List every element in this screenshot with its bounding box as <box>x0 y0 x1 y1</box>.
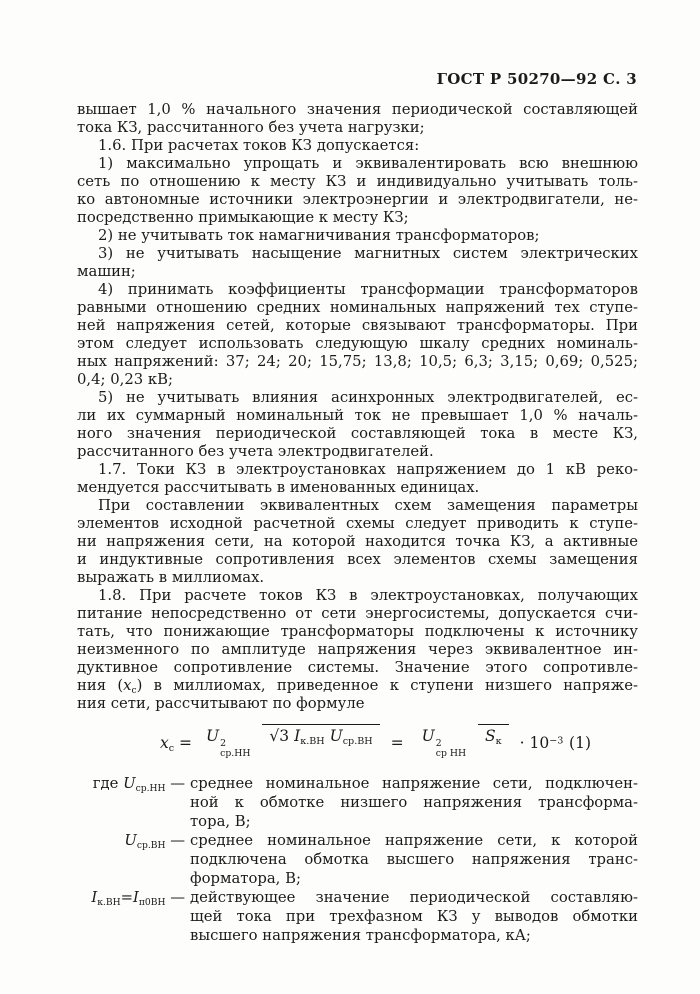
definition-text-line: действующее значение периодической составляю- <box>190 889 638 906</box>
definition-symbol: $I_{к.ВН}=I_{п0ВН}$ — <box>91 889 185 908</box>
formula-equals-sign: = <box>390 734 404 752</box>
text-line: посредственно примыкающие к месту КЗ; <box>77 209 409 226</box>
text-line: дуктивное сопротивление системы. Значение этого сопротивле- <box>77 659 638 676</box>
definition-text-line: форматора, В; <box>190 870 301 887</box>
text-line: тать, что понижающие трансформаторы подключены к источнику <box>77 623 638 640</box>
definition-row <box>63 888 638 945</box>
definition-description <box>190 831 638 888</box>
text-line: элементов исходной расчетной схемы следует приводить к ступе- <box>77 515 638 532</box>
text-line: тока КЗ, рассчитанного без учета нагрузки; <box>77 119 425 136</box>
text-line: сеть по отношению к месту КЗ и индивидуально учитывать толь- <box>77 173 638 190</box>
text-line: ния сети, рассчитывают по формуле <box>77 695 365 712</box>
definitions-list <box>63 774 638 945</box>
definition-description <box>190 888 638 945</box>
fraction-2-denominator: $S_к$ <box>478 724 509 745</box>
text-line: машин; <box>77 263 136 280</box>
definition-row <box>63 774 638 831</box>
text-line: 3) не учитывать насыщение магнитных систем электрических <box>98 245 638 262</box>
text-line: ко автономные источники электроэнергии и электродвигатели, не- <box>77 191 638 208</box>
text-line: равными отношению средних номинальных напряжений тех ступе- <box>77 299 638 316</box>
text-line: ней напряжения сетей, которые связывают трансформаторы. При <box>77 317 638 334</box>
text-line: ных напряжений: 37; 24; 20; 15,75; 13,8; 10,5; 6,3; 3,15; 0,69; 0,525; <box>77 353 638 370</box>
text-line: мендуется рассчитывать в именованных единицах. <box>77 479 480 496</box>
standard-designation: ГОСТ Р 50270—92 С. 3 <box>436 70 637 88</box>
formula-fraction-2 <box>415 727 509 758</box>
text-line: неизменного по амплитуде напряжения через эквивалентное ин- <box>77 641 638 658</box>
text-line: 1.7. Токи КЗ в электроустановках напряжением до 1 кВ реко- <box>98 461 638 478</box>
text-line: 1.8. При расчете токов КЗ в электроустановках, получающих <box>98 587 638 604</box>
definition-text-line: среднее номинальное напряжение сети, к которой <box>190 832 638 849</box>
definition-text-line: тора, В; <box>190 813 251 830</box>
text-line: рассчитанного без учета электродвигателей. <box>77 443 434 460</box>
text-line: 2) не учитывать ток намагничивания трансформаторов; <box>98 227 540 244</box>
fraction-1-numerator: U 2 ср.НН <box>206 727 251 759</box>
text-line: 5) не учитывать влияния асинхронных электродвигателей, ес- <box>98 389 638 406</box>
definition-symbol: где $U_{ср.НН}$ — <box>92 775 185 794</box>
formula-number: (1) <box>569 734 591 752</box>
formula-lhs: $x_с$ = <box>160 734 193 754</box>
definition-symbol: $U_{ср.ВН}$ — <box>124 832 185 851</box>
body-text <box>77 101 638 713</box>
definition-text-line: ной к обмотке низшего напряжения трансформа- <box>190 794 638 811</box>
page-header <box>437 70 637 88</box>
text-line: 4) принимать коэффициенты трансформации трансформаторов <box>98 281 638 298</box>
text-line: При составлении эквивалентных схем замещения параметры <box>98 497 638 514</box>
text-line: ного значения периодической составляющей тока в месте КЗ, <box>77 425 638 442</box>
definition-text-line: подключена обмотка высшего напряжения транс- <box>190 851 638 868</box>
text-line: ни напряжения сети, на которой находится точка КЗ, а активные <box>77 533 638 550</box>
text-line: 0,4; 0,23 кВ; <box>77 371 173 388</box>
text-line: вышает 1,0 % начального значения периодической составляющей <box>77 101 638 118</box>
page-content <box>77 101 638 945</box>
definition-row <box>63 831 638 888</box>
fraction-2-numerator: U 2 ср НН <box>421 727 467 759</box>
text-line: этом следует использовать следующую шкалу средних номиналь- <box>77 335 638 352</box>
text-line: 1.6. При расчетах токов КЗ допускается: <box>98 137 420 154</box>
text-line: и индуктивные сопротивления всех элементов схемы замещения <box>77 551 638 568</box>
definition-text-line: щей тока при трехфазном КЗ у выводов обмотки <box>190 908 638 925</box>
text-line: ния $(x_с)$ в миллиомах, приведенное к ступени низшего напряже- <box>77 677 638 696</box>
formula-multiplier: · $10^{-3}$ <box>519 734 564 752</box>
fraction-1-denominator: √3 $I_{к.ВН}$ $U_{ср.ВН}$ <box>262 724 379 745</box>
text-line: ли их суммарный номинальный ток не превышает 1,0 % началь- <box>77 407 638 424</box>
formula-block <box>77 716 638 770</box>
text-line: выражать в миллиомах. <box>77 569 265 586</box>
definition-text-line: среднее номинальное напряжение сети, подключен- <box>190 775 638 792</box>
definition-text-line: высшего напряжения трансформатора, кА; <box>190 927 531 944</box>
text-line: 1) максимально упрощать и эквивалентировать всю внешнюю <box>98 155 638 172</box>
formula-fraction-1 <box>199 727 380 758</box>
text-line: питание непосредственно от сети энергосистемы, допускается счи- <box>77 605 638 622</box>
definition-description <box>190 774 638 831</box>
